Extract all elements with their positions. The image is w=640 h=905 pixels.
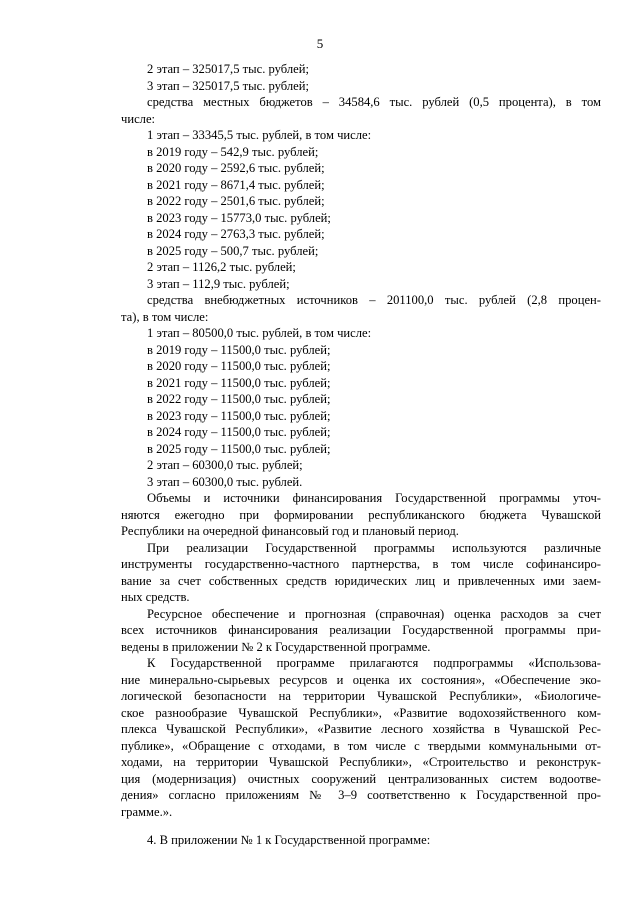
list-item: 3 этап – 112,9 тыс. рублей;	[147, 276, 290, 291]
local-budget-block	[121, 94, 601, 292]
text-line: ходами, на территории Чувашской Республики», «Строительство и реконструк-	[121, 755, 601, 769]
text-line: ние минерально-сырьевых ресурсов и оценка их состояния», «Обеспечение эко-	[121, 672, 601, 687]
list-item: 1 этап – 80500,0 тыс. рублей, в том числе:	[147, 326, 372, 340]
list-item: в 2023 году – 15773,0 тыс. рублей;	[147, 210, 331, 225]
paragraph-spacer	[121, 820, 601, 832]
paragraph-subprograms	[121, 655, 601, 820]
list-item: в 2022 году – 11500,0 тыс. рублей;	[147, 392, 331, 406]
list-item: 2 этап – 60300,0 тыс. рублей;	[147, 458, 303, 472]
list-item: в 2024 году – 11500,0 тыс. рублей;	[147, 425, 331, 439]
list-item: в 2021 году – 8671,4 тыс. рублей;	[147, 177, 325, 192]
list-item: в 2020 году – 2592,6 тыс. рублей;	[147, 161, 325, 175]
text-line: дения» согласно приложениям № 3–9 соответственно к Государственной про-	[121, 788, 601, 802]
text-line: средства внебюджетных источников – 201100,0 тыс. рублей (2,8 процен-	[147, 293, 601, 307]
list-item: в 2025 году – 500,7 тыс. рублей;	[147, 243, 319, 258]
list-item: 2 этап – 1126,2 тыс. рублей;	[147, 260, 296, 274]
text-line: ция (модернизация) очистных сооружений централизованных систем водоотве-	[121, 771, 601, 786]
paragraph-resource-provision	[121, 606, 601, 656]
text-line: Ресурсное обеспечение и прогнозная (справочная) оценка расходов за счет	[147, 606, 601, 621]
list-item: в 2025 году – 11500,0 тыс. рублей;	[147, 441, 331, 456]
text-line: 2 этап – 325017,5 тыс. рублей;	[147, 62, 309, 76]
final-item: 4. В приложении № 1 к Государственной программе:	[147, 833, 431, 847]
text-line: инструменты государственно-частного партнерства, в том числе софинансиро-	[121, 557, 601, 571]
list-item: в 2023 году – 11500,0 тыс. рублей;	[147, 408, 331, 423]
text-line: публике», «Обращение с отходами, в том числе с твердыми коммунальными от-	[121, 738, 601, 753]
paragraph-financing-adjustment	[121, 490, 601, 540]
extrabudget-block	[121, 292, 601, 490]
text-line: плекса Чувашской Республики», «Развитие лесного хозяйства в Чувашской Рес-	[121, 722, 601, 736]
text-line: При реализации Государственной программы используются различные	[147, 540, 601, 555]
page-number: 5	[316, 36, 324, 51]
text-line: всех источников финансирования реализации Государственной программы при-	[121, 623, 601, 637]
text-line: грамме.».	[121, 804, 173, 819]
text-line: числе:	[121, 111, 156, 126]
text-line: К Государственной программе прилагаются подпрограммы «Использова-	[147, 656, 601, 670]
document-body	[121, 61, 601, 849]
text-line: Объемы и источники финансирования Государственной программы уточ-	[147, 491, 601, 505]
list-item: в 2019 году – 542,9 тыс. рублей;	[147, 144, 319, 159]
list-item: в 2019 году – 11500,0 тыс. рублей;	[147, 342, 331, 357]
text-line: та), в том числе:	[121, 309, 209, 324]
text-line: вание за счет собственных средств юридических лиц и привлеченных ими заем-	[121, 573, 601, 588]
list-item: в 2024 году – 2763,3 тыс. рублей;	[147, 227, 325, 241]
text-line: ское разнообразие Чувашской Республики», «Развитие водохозяйственного ком-	[121, 705, 601, 720]
text-line: ных средств.	[121, 590, 190, 604]
paragraph-ppp-instruments	[121, 540, 601, 606]
text-line: средства местных бюджетов – 34584,6 тыс. рублей (0,5 процента), в том	[147, 95, 601, 109]
text-line: логической безопасности на территории Чувашской Республики», «Биологиче-	[121, 689, 601, 703]
text-line: няются ежегодно при формировании республиканского бюджета Чувашской	[121, 507, 601, 522]
text-line: ведены в приложении № 2 к Государственной программе.	[121, 639, 431, 654]
text-line: Республики на очередной финансовый год и плановый период.	[121, 524, 459, 538]
list-item: 1 этап – 33345,5 тыс. рублей, в том числе:	[147, 128, 372, 142]
list-item: в 2022 году – 2501,6 тыс. рублей;	[147, 194, 325, 208]
list-item: в 2021 году – 11500,0 тыс. рублей;	[147, 375, 331, 390]
list-item: в 2020 году – 11500,0 тыс. рублей;	[147, 359, 331, 373]
text-line: 3 этап – 325017,5 тыс. рублей;	[147, 78, 309, 93]
list-item: 3 этап – 60300,0 тыс. рублей.	[147, 474, 303, 489]
